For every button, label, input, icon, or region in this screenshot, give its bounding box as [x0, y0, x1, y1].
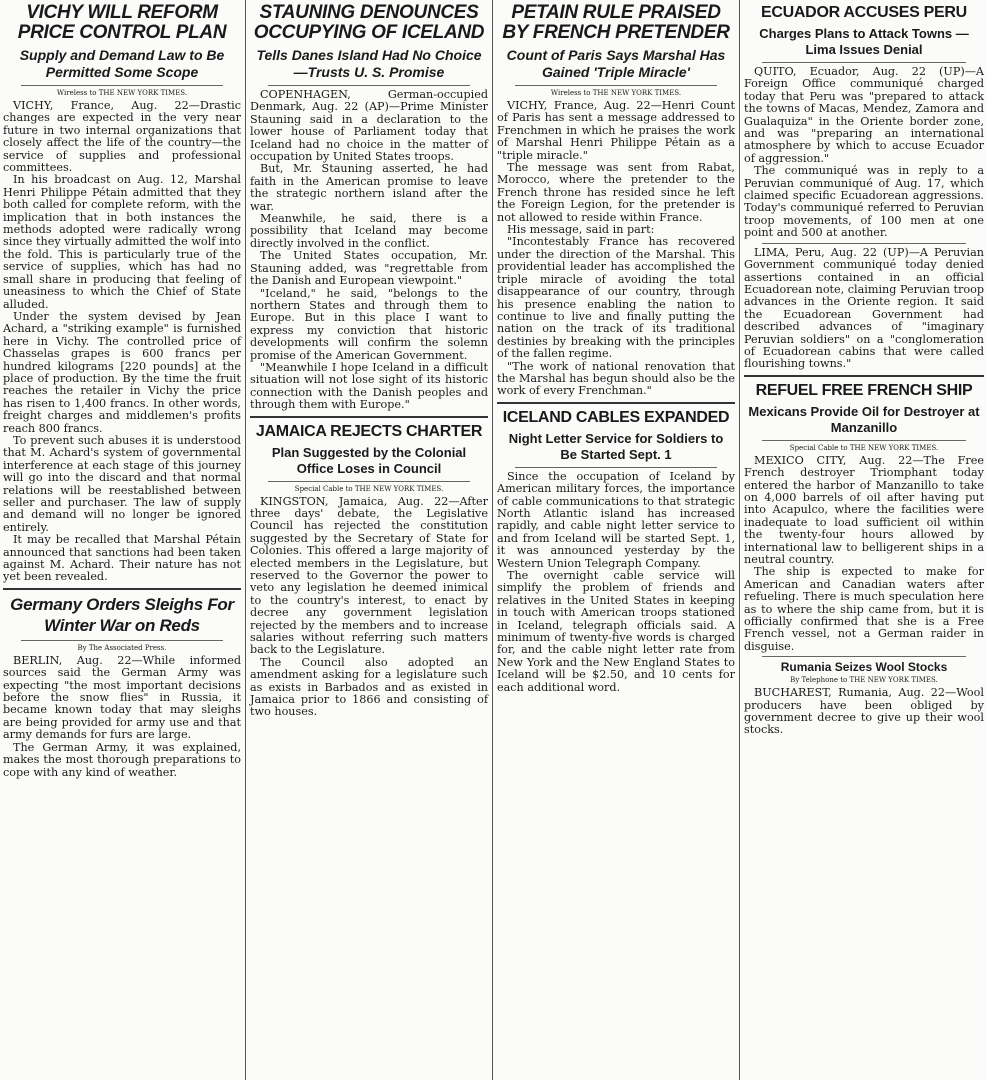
article-germany-sleighs — [3, 594, 241, 779]
paragraph: QUITO, Ecuador, Aug. 22 (UP)—A Foreign Office communiqué charged today that Peru was "prepared to attack the towns of Macas, Mendez, Zamora and Gualaquiza" in the Oriente border zone, and was "preparing an international atmosphere by which to accuse Ecuador of aggression." — [744, 65, 984, 165]
paragraph: The communiqué was in reply to a Peruvian communiqué of Aug. 17, which claimed specific Ecuadorean aggressions. Today's communiqué referred to Peruvian troop movements, of 100 men at one point and 500 at another. — [744, 164, 984, 240]
headline: VICHY WILL REFORM PRICE CONTROL PLAN — [17, 2, 227, 43]
paragraph: BERLIN, Aug. 22—While informed sources said the German Army was expecting "the most important decisions before the snow flies" in Russia, it became known today that may sleighs are being provided for army use and that army demands for furs are large. — [3, 653, 241, 742]
divider — [762, 440, 966, 441]
article-petain-pretender — [497, 3, 735, 398]
paragraph: Meanwhile, he said, there is a possibility that Iceland may become directly involved in the conflict. — [250, 212, 488, 250]
deck: Count of Paris Says Marshal Has Gained 'Triple Miracle' — [506, 47, 726, 80]
credit-line: Special Cable to THE NEW YORK TIMES. — [789, 443, 939, 452]
headline: STAUNING DENOUNCES OCCUPYING OF ICELAND — [253, 2, 485, 43]
headline: ECUADOR ACCUSES PERU — [761, 4, 967, 21]
divider — [21, 640, 223, 641]
divider — [268, 481, 470, 482]
column-2 — [247, 0, 491, 1080]
article-stauning-iceland — [250, 3, 488, 412]
divider — [21, 85, 223, 86]
headline: JAMAICA REJECTS CHARTER — [255, 422, 483, 440]
divider — [250, 416, 488, 418]
divider — [762, 656, 966, 657]
divider — [515, 467, 717, 468]
paragraph: VICHY, France, Aug. 22—Henri Count of Paris has sent a message addressed to Frenchmen in which he praises the work of Marshal Henri Philippe Pétain as a "triple miracle." — [497, 99, 735, 162]
credit-line: Special Cable to THE NEW YORK TIMES. — [294, 484, 444, 493]
paragraph: KINGSTON, Jamaica, Aug. 22—After three days' debate, the Legislative Council has rejected the constitution suggested by the Secretary of State for Colonies. This offered a large majority of elected members in the Legislature, but reserved to the Governor the power to veto any legislation he deemed inimical to the country's interest, to enact by decree any government legislation rejected by the members and to increase salaries without referring such matters back to the Legislature. — [250, 494, 488, 657]
paragraph: VICHY, France, Aug. 22—Drastic changes are expected in the very near future in two internal organizations that closely affect the life of the country—the service of supplies and professional committees. — [3, 99, 241, 175]
paragraph: In his broadcast on Aug. 12, Marshal Henri Philippe Pétain admitted that they both called for complete reform, with the implication that in both instances the methods adopted were radically wrong since they virtually admitted the wolf into the fold. This is particularly true of the service of supplies, which has had no small share in producing that feeling of uneasiness to which the Chief of State alluded. — [3, 173, 241, 311]
paragraph: COPENHAGEN, German-occupied Denmark, Aug. 22 (AP)—Prime Minister Stauning said in a declaration to the lower house of Parliament today that Iceland had no choice in the matter of occupation by United States troops. — [250, 88, 488, 164]
article-free-french-ship — [744, 381, 984, 654]
column-3 — [494, 0, 738, 1080]
deck: Charges Plans to Attack Towns —Lima Issues Denial — [759, 26, 969, 57]
paragraph: But, Mr. Stauning asserted, he had faith in the American promise to leave the strategic northern island after the war. — [250, 162, 488, 213]
deck: Plan Suggested by the Colonial Office Loses in Council — [271, 444, 467, 476]
divider — [744, 375, 984, 377]
credit-line: By Telephone to THE NEW YORK TIMES. — [790, 676, 938, 685]
credit-line: Wireless to THE NEW YORK TIMES. — [56, 89, 188, 97]
article-iceland-cables — [497, 408, 735, 694]
paragraph: LIMA, Peru, Aug. 22 (UP)—A Peruvian Government communiqué today denied assertions contained in an official Ecuadorean note, claiming Peruvian troop advances in the Oriente region. It said the Ecuadorean Government had described advances of "imaginary Peruvian soldiers" on a "conglomeration of Ecuadorean cabins that were called flourishing towns." — [744, 245, 984, 371]
headline: Germany Orders Sleighs For Winter War on Reds — [10, 594, 234, 635]
paragraph: The German Army, it was explained, makes the most thorough preparations to cope with any kind of weather. — [3, 740, 241, 779]
divider — [762, 62, 966, 63]
paragraph: His message, said in part: — [507, 223, 655, 237]
paragraph: The United States occupation, Mr. Stauning added, was "regrettable from the Danish and European viewpoint." — [250, 249, 488, 288]
article-ecuador-peru — [744, 3, 984, 371]
paragraph: BUCHAREST, Rumania, Aug. 22—Wool producers have been obliged by government decree to give up their wool stocks. — [744, 686, 984, 737]
column-4 — [741, 0, 987, 1080]
deck: Supply and Demand Law to Be Permitted Some Scope — [19, 47, 225, 80]
paragraph: "Iceland," he said, "belongs to the northern States and through them to Europe. But in this place I want to express my conviction that historic developments will confirm the solemn promise of the American Government. — [250, 286, 488, 362]
paragraph: The ship is expected to make for American and Canadian waters after refueling. There is much speculation here as to where the ship came from, but it is officially confirmed that she is a Free French vessel, not a German raider in disguise. — [744, 565, 984, 653]
deck: Tells Danes Island Had No Choice—Trusts U. S. Promise — [256, 47, 482, 80]
deck: Mexicans Provide Oil for Destroyer at Manzanillo — [748, 403, 980, 435]
article-vichy-price-control — [3, 3, 241, 584]
divider — [3, 588, 241, 590]
credit-line: By The Associated Press. — [77, 643, 167, 652]
credit-line: Wireless to THE NEW YORK TIMES. — [550, 89, 682, 97]
divider — [762, 243, 966, 244]
article-jamaica-charter — [250, 422, 488, 719]
paragraph: The message was sent from Rabat, Morocco, where the pretender to the French throne has resided since he left the Foreign Legion, for the pretender is not allowed to reside within France. — [497, 161, 735, 224]
paragraph: The overnight cable service will simplify the problem of friends and relatives in the United States in keeping in touch with American troops stationed in Iceland, telegraph officials said. A minimum of twenty-five words is charged for, and the cable night letter rate from New York and the New England States to Iceland will be $2.50, and 10 cents for each additional word. — [497, 569, 735, 694]
paragraph: MEXICO CITY, Aug. 22—The Free French destroyer Triomphant today entered the harbor of Manzanillo to take on 4,000 barrels of oil after having put into Acapulco, where the facilities were inadequate to load sufficient oil within the twenty-four hours allowed by international law to belligerent ships in a neutral country. — [744, 453, 984, 566]
paragraph: It may be recalled that Marshal Pétain announced that sanctions had been taken against M. Achard. Their nature has not yet been revealed. — [3, 533, 241, 584]
column-rule — [245, 0, 246, 1080]
paragraph: "The work of national renovation that the Marshal has begun should also be the work of every Frenchman." — [497, 359, 735, 398]
deck: Night Letter Service for Soldiers to Be Started Sept. 1 — [508, 430, 724, 462]
paragraph: Since the occupation of Iceland by American military forces, the importance of cable communications to that strategic North Atlantic island has increased rapidly, and cable night letter service to and from Iceland will be started Sept. 1, it was announced yesterday by the Western Union Telegraph Company. — [497, 469, 735, 570]
divider — [268, 85, 470, 86]
headline: REFUEL FREE FRENCH SHIP — [755, 381, 973, 399]
column-1 — [0, 0, 244, 1080]
column-rule — [739, 0, 740, 1080]
paragraph: Under the system devised by Jean Achard, a "striking example" is furnished here in Vichy. The controlled price of Chasselas grapes is 600 francs per hundred kilograms [220 pounds] at the place of production. By the time the fruit reaches the retailer in Vichy the price has risen to 1,400 francs. In other words, freight charges and middlemen's profits reach 800 francs. — [3, 309, 241, 435]
headline: ICELAND CABLES EXPANDED — [502, 408, 730, 426]
divider — [515, 85, 717, 86]
article-rumania-wool — [744, 660, 984, 737]
paragraph: "Incontestably France has recovered under the direction of the Marshal. This providential leader has accomplished the triple miracle of avoiding the total disappearance of our country, through his presence enabling the nation to continue to live and finally putting the nation on the track of its traditional destinies by breaking with the principles of the fallen regime. — [497, 235, 735, 361]
column-rule — [492, 0, 493, 1080]
paragraph: The Council also adopted an amendment asking for a legislature such as exists in Barbados and as existed in Jamaica prior to 1866 and consisting of two houses. — [250, 655, 488, 719]
headline: PETAIN RULE PRAISED BY FRENCH PRETENDER — [502, 2, 730, 43]
headline: Rumania Seizes Wool Stocks — [780, 660, 948, 675]
paragraph: To prevent such abuses it is understood that M. Achard's system of governmental interference at each stage of this journey will go into the discard and that normal relations will be reestablished between seller and purchaser. The law of supply and demand will no longer be ignored entirely. — [3, 433, 241, 534]
paragraph: "Meanwhile I hope Iceland in a difficult situation will not lose sight of its historic connection with the Danish peoples and through them with Europe." — [250, 360, 488, 412]
divider — [497, 402, 735, 404]
